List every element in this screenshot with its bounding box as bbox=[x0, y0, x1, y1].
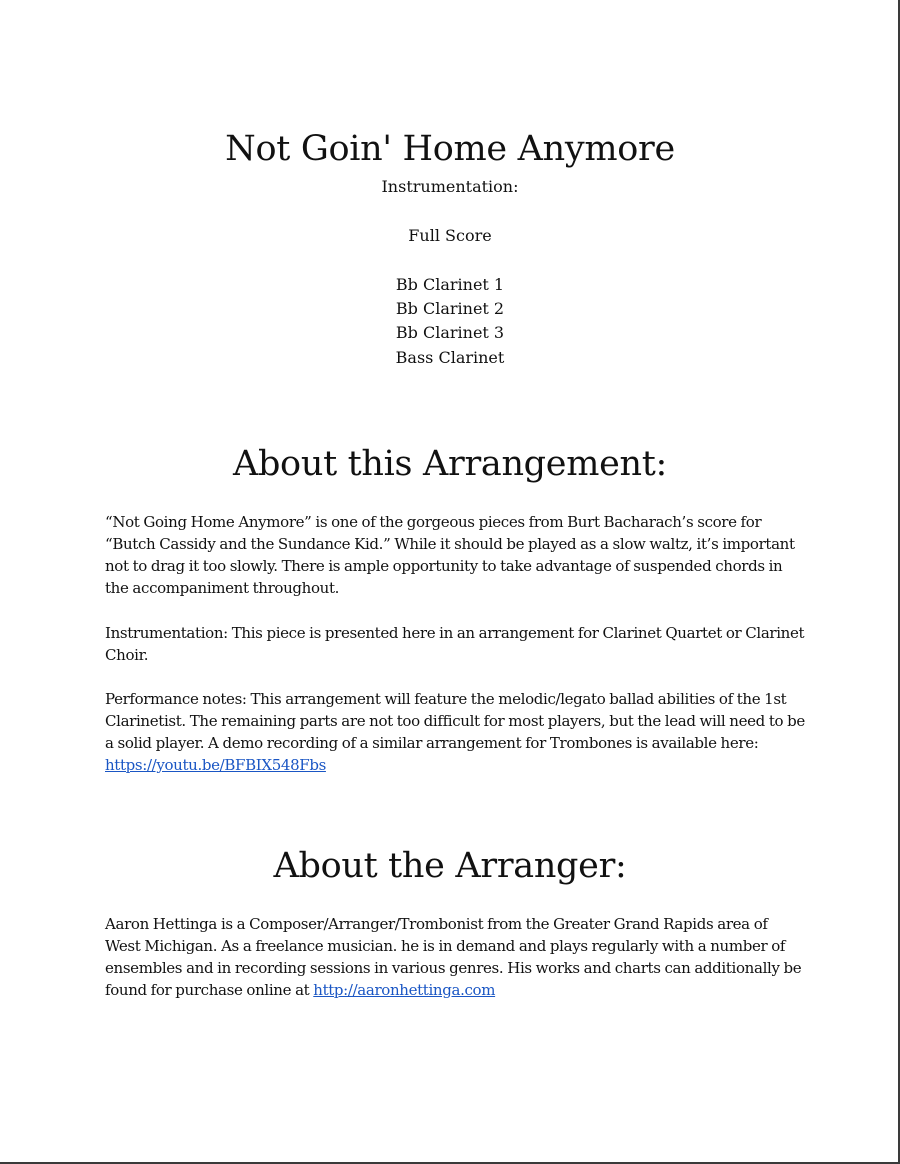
part-item: Bb Clarinet 3 bbox=[395, 323, 505, 343]
instrumentation-paragraph: Instrumentation: This piece is presented here in an arrangement for Clarinet Quartet or Clarinet Choir. bbox=[105, 624, 805, 664]
part-item: Bass Clarinet bbox=[395, 347, 505, 367]
full-score-item: Full Score bbox=[408, 225, 492, 245]
about-arrangement-heading: About this Arrangement: bbox=[232, 444, 668, 484]
part-item: Bb Clarinet 2 bbox=[395, 299, 505, 318]
demo-recording-link[interactable]: https://youtu.be/BFBIX548Fbs bbox=[105, 756, 326, 774]
performance-notes-text: Performance notes: This arrangement will feature the melodic/legato ballad abilities of the 1st Clarinetist. The remaining parts are not too difficult for most players, but the lead will need to be a solid player. A demo recording of a similar arrangement for Trombones is available here: bbox=[105, 690, 805, 752]
arranger-bio-paragraph bbox=[105, 913, 805, 1001]
arranger-website-link[interactable]: http://aaronhettinga.com bbox=[313, 981, 496, 999]
arranger-bio-text: Aaron Hettinga is a Composer/Arranger/Trombonist from the Greater Grand Rapids area of West Michigan. As a freelance musician. he is in demand and plays regularly with a number of ensembles and in recording sessions in various genres. His works and charts can additionally be found for purchase online at bbox=[105, 915, 802, 999]
spacer bbox=[0, 248, 900, 272]
about-arranger-heading: About the Arranger: bbox=[273, 846, 627, 886]
instrumentation-label: Instrumentation: bbox=[381, 177, 519, 196]
spacer bbox=[0, 199, 900, 223]
page-title: Not Goin' Home Anymore bbox=[225, 129, 675, 169]
performance-notes-paragraph bbox=[105, 688, 805, 776]
part-item: Bb Clarinet 1 bbox=[395, 274, 505, 294]
instrumentation-list bbox=[0, 175, 900, 370]
arrangement-paragraph: “Not Going Home Anymore” is one of the gorgeous pieces from Burt Bacharach’s score for “Butch Cassidy and the Sundance Kid.” While it should be played as a slow waltz, it’s important not to drag it too slowly. There is ample opportunity to take advantage of suspended chords in the accompaniment throughout. bbox=[105, 513, 795, 597]
